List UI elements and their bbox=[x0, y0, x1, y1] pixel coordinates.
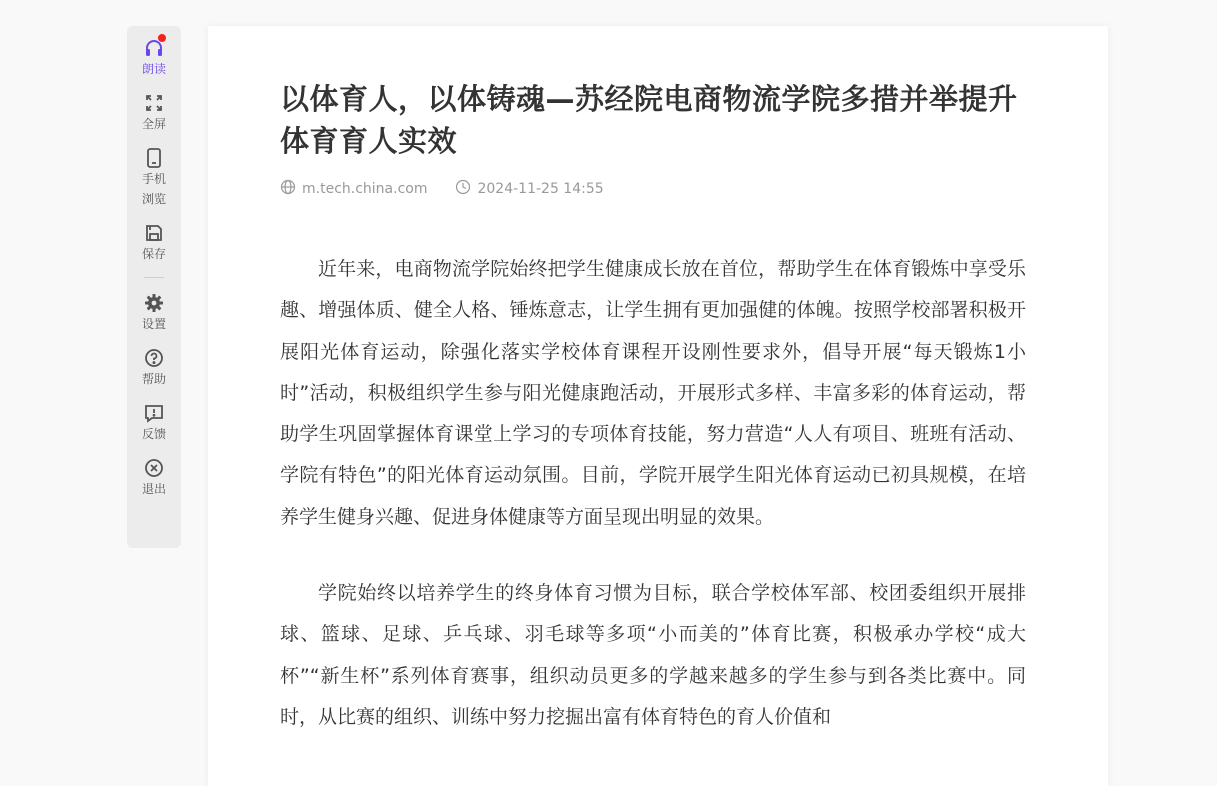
settings-button[interactable] bbox=[127, 292, 181, 334]
fullscreen-button[interactable] bbox=[127, 92, 181, 134]
globe-icon bbox=[280, 179, 302, 199]
feedback-label: 反馈 bbox=[141, 427, 166, 441]
help-label: 帮助 bbox=[141, 372, 166, 386]
feedback-button[interactable] bbox=[127, 402, 181, 444]
article-title: 以体育人，以体铸魂—苏经院电商物流学院多措并举提升体育育人实效 bbox=[280, 82, 1018, 158]
gear-icon bbox=[143, 292, 165, 314]
mobile-view-label: 手机浏览 bbox=[141, 172, 166, 206]
save-label: 保存 bbox=[141, 247, 166, 261]
exit-label: 退出 bbox=[141, 482, 166, 496]
help-button[interactable] bbox=[127, 347, 181, 389]
feedback-icon bbox=[143, 402, 165, 424]
source-info bbox=[280, 179, 427, 199]
reader-toolbar bbox=[127, 26, 181, 548]
headphones-icon bbox=[143, 37, 165, 59]
read-aloud-button[interactable] bbox=[127, 37, 181, 79]
article-datetime: 2024-11-25 14:55 bbox=[477, 181, 604, 197]
fullscreen-icon bbox=[143, 92, 165, 114]
clock-icon bbox=[455, 179, 477, 199]
read-aloud-label: 朗读 bbox=[141, 62, 166, 76]
help-icon bbox=[143, 347, 165, 369]
article-paragraph: 学院始终以培养学生的终身体育习惯为目标，联合学校体军部、校团委组织开展排球、篮球、足球、乒乓球、羽毛球等多项“小而美的”体育比赛，积极承办学校“成大杯”“新生杯”系列体育赛事，组织动员更多的学越来越多的学生参与到各类比赛中。同时，从比赛的组织、训练中努力挖掘出富有体育特色的育人价值和 bbox=[280, 582, 1026, 728]
toolbar-divider bbox=[144, 277, 164, 278]
article-paragraph: 近年来，电商物流学院始终把学生健康成长放在首位，帮助学生在体育锻炼中享受乐趣、增强体质、健全人格、锤炼意志，让学生拥有更加强健的体魄。按照学校部署积极开展阳光体育运动，除强化落实学校体育课程开设刚性要求外，倡导开展“每天锻炼1小时”活动，积极组织学生参与阳光健康跑活动，开展形式多样、丰富多彩的体育运动，帮助学生巩固掌握体育课堂上学习的专项体育技能，努力营造“人人有项目、班班有活动、学院有特色”的阳光体育运动氛围。目前，学院开展学生阳光体育运动已初具规模，在培养学生健身兴趣、促进身体健康等方面呈现出明显的效果。 bbox=[280, 258, 1026, 528]
article-body bbox=[280, 249, 1026, 738]
fullscreen-label: 全屏 bbox=[141, 117, 166, 131]
article-meta bbox=[280, 179, 1026, 199]
mobile-view-button[interactable] bbox=[127, 147, 181, 209]
settings-label: 设置 bbox=[141, 317, 166, 331]
close-icon bbox=[143, 457, 165, 479]
article-source: m.tech.china.com bbox=[302, 181, 428, 197]
article-panel bbox=[208, 26, 1108, 786]
datetime-info bbox=[455, 179, 603, 199]
mobile-phone-icon bbox=[143, 147, 165, 169]
notification-dot bbox=[158, 34, 166, 42]
exit-button[interactable] bbox=[127, 457, 181, 499]
save-icon bbox=[143, 222, 165, 244]
save-button[interactable] bbox=[127, 222, 181, 264]
